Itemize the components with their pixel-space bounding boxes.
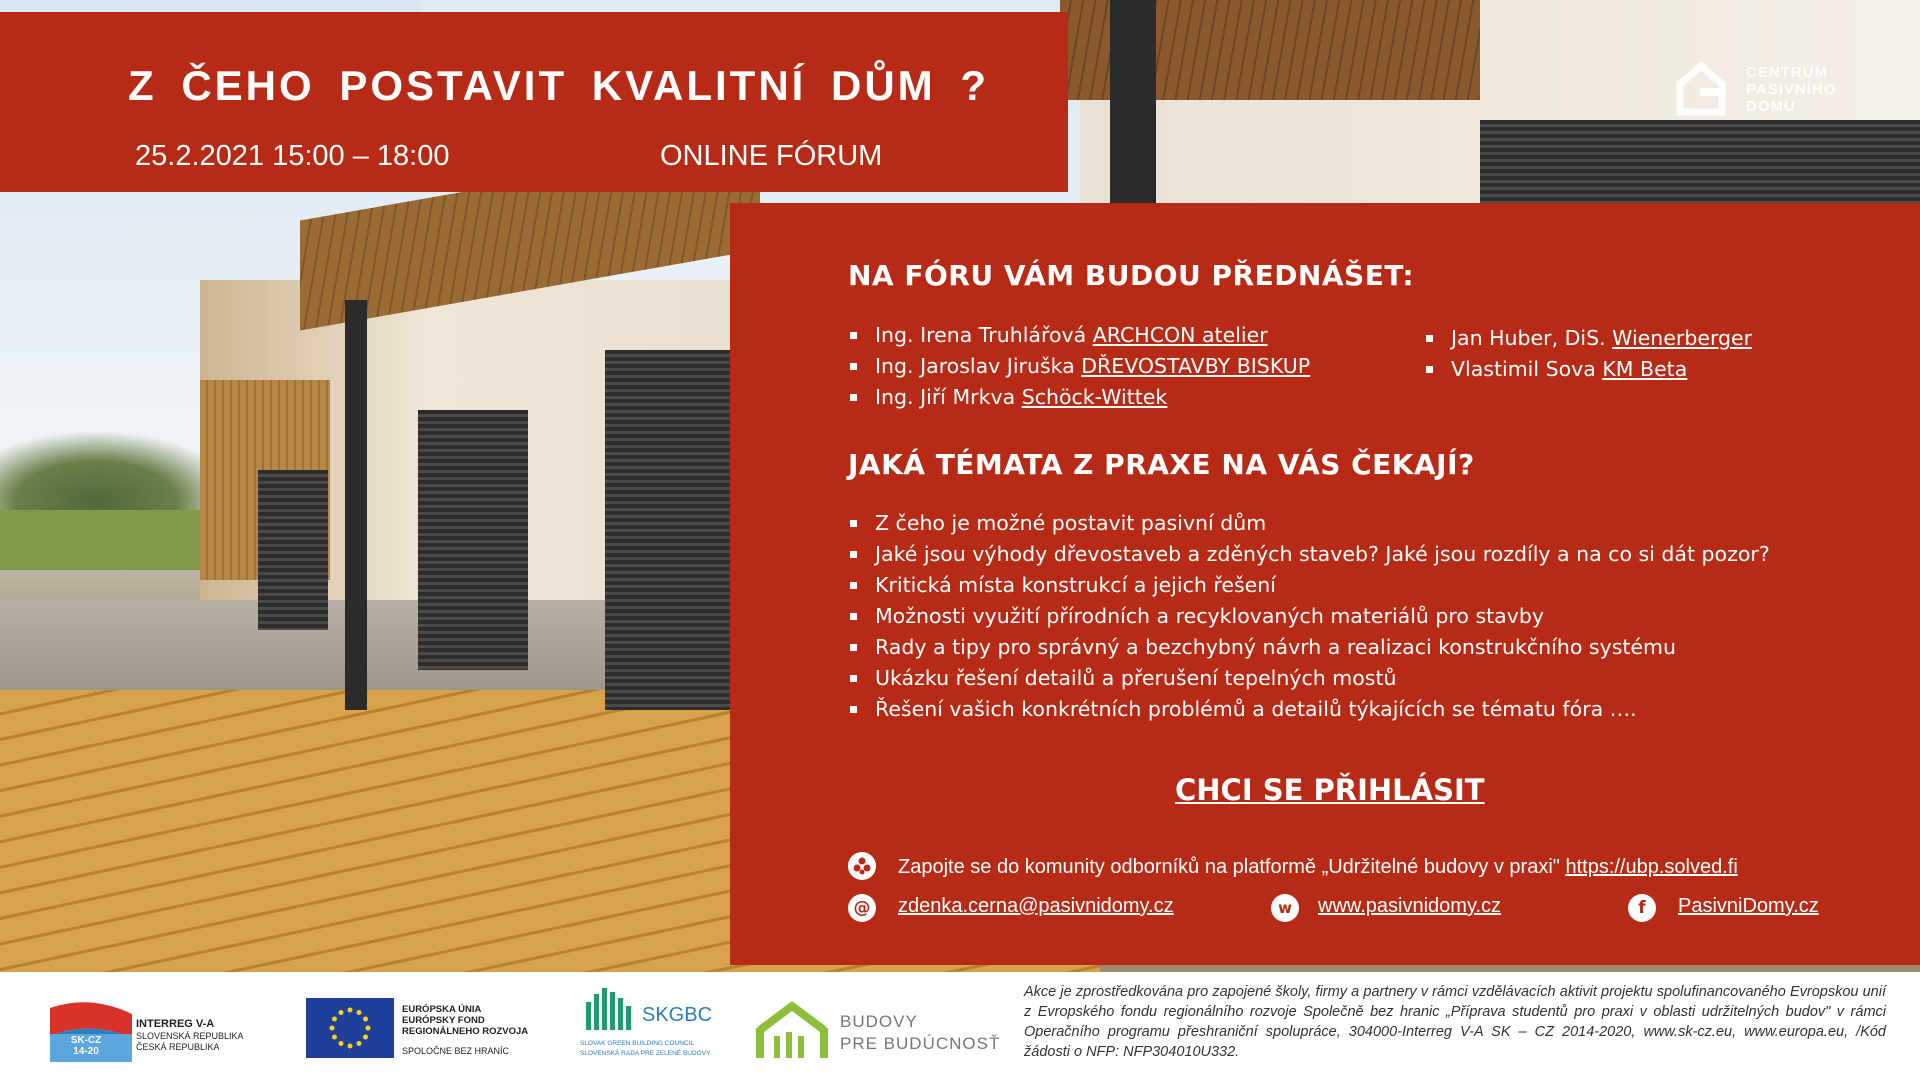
house-logo-icon — [1676, 60, 1726, 116]
speaker-company-link[interactable]: Wienerberger — [1612, 326, 1753, 350]
email-icon: @ — [848, 894, 876, 922]
facebook-link[interactable]: PasivniDomy.cz — [1678, 895, 1819, 917]
topic-item: Řešení vašich konkrétních problémů a detailů týkajících se tématu fóra …. — [848, 694, 1770, 725]
topic-item: Jaké jsou výhody dřevostaveb a zděných staveb? Jaké jsou rozdíly a na co si dát pozor? — [848, 539, 1770, 570]
topic-item: Kritická místa konstrukcí a jejich řešení — [848, 570, 1770, 601]
house-green-icon — [752, 1002, 832, 1060]
event-format: ONLINE FÓRUM — [660, 140, 883, 172]
web-link[interactable]: www.pasivnidomy.cz — [1318, 895, 1502, 917]
speaker-company-link[interactable]: ARCHCON atelier — [1092, 323, 1268, 347]
community-link[interactable]: https://ubp.solved.fi — [1565, 856, 1738, 878]
budovy-logo: BUDOVY PRE BUDÚCNOSŤ — [752, 1002, 992, 1062]
speakers-list-right — [1424, 323, 1752, 385]
topic-item: Rady a tipy pro správný a bezchybný návrh a realizaci konstrukčního systému — [848, 632, 1770, 663]
topic-item: Ukázku řešení detailů a přerušení tepelných mostů — [848, 663, 1770, 694]
event-datetime: 25.2.2021 15:00 – 18:00 — [135, 140, 450, 172]
skgbc-logo: SKGBC SLOVAK GREEN BUILDING COUNCIL SLOVENSKÁ RADA PRE ZELENÉ BUDOVY — [580, 986, 730, 1072]
logo-text: CENTRUM PASIVNÍHO DOMU — [1746, 64, 1837, 115]
web-icon: w — [1271, 894, 1299, 922]
community-text: Zapojte se do komunity odborníků na platformě „Udržitelné budovy v praxi" https://ubp.solved.fi — [898, 856, 1738, 878]
register-link[interactable]: CHCI SE PŘIHLÁSIT — [1175, 773, 1485, 807]
speakers-heading: NA FÓRU VÁM BUDOU PŘEDNÁŠET: — [848, 259, 1415, 292]
speaker-item: Ing. Jiří Mrkva Schöck-Wittek — [848, 382, 1310, 413]
project-disclaimer: Akce je zprostředkována pro zapojené školy, firmy a partnery v rámci vzdělávacích aktivit projektu spolufinancovaného Evropskou unií z Evropského fondu regionálního rozvoje Společně bez hranic „Příprava studentů pro praxi v oblasti udržitelných budov" v rámci Operačního programu přeshraniční spolupráce, 304000-Interreg V-A SK – CZ 2014-2020, www.sk-cz.eu, www.europa.eu, /Kód žádosti o NFP: NFP304010U332. — [1024, 984, 1886, 1060]
topic-item: Možnosti využití přírodních a recyklovaných materiálů pro stavby — [848, 601, 1770, 632]
footer — [0, 972, 1920, 1080]
event-title: Z ČEHO POSTAVIT KVALITNÍ DŮM ? — [128, 62, 989, 109]
skgbc-icon — [580, 986, 638, 1034]
centrum-pasivniho-domu-logo[interactable] — [1676, 58, 1876, 120]
facebook-icon: f — [1628, 894, 1656, 922]
speaker-item: Vlastimil Sova KM Beta — [1424, 354, 1752, 385]
interreg-logo: SK-CZ 14-20 INTERREG V-A SLOVENSKÁ REPUBLIKA ČESKÁ REPUBLIKA — [50, 1000, 290, 1062]
speakers-list-left — [848, 320, 1310, 413]
community-icon — [848, 852, 876, 880]
topics-list — [848, 508, 1770, 725]
title-panel — [0, 12, 1068, 192]
eu-logo: EURÓPSKA ÚNIA EURÓPSKY FOND REGIONÁLNEHO ROZVOJA SPOLOČNE BEZ HRANÍC — [306, 998, 566, 1064]
speaker-company-link[interactable]: KM Beta — [1602, 357, 1688, 381]
speaker-item: Jan Huber, DiS. Wienerberger — [1424, 323, 1752, 354]
speaker-item: Ing. Jaroslav Jiruška DŘEVOSTAVBY BISKUP — [848, 351, 1310, 382]
speaker-company-link[interactable]: Schöck-Wittek — [1021, 385, 1168, 409]
topic-item: Z čeho je možné postavit pasivní dům — [848, 508, 1770, 539]
speaker-company-link[interactable]: DŘEVOSTAVBY BISKUP — [1081, 354, 1311, 378]
email-link[interactable]: zdenka.cerna@pasivnidomy.cz — [898, 895, 1174, 917]
eu-flag-icon — [306, 998, 394, 1058]
speaker-item: Ing. Irena Truhlářová ARCHCON atelier — [848, 320, 1310, 351]
topics-heading: JAKÁ TÉMATA Z PRAXE NA VÁS ČEKAJÍ? — [848, 448, 1475, 481]
content-panel — [730, 203, 1920, 965]
